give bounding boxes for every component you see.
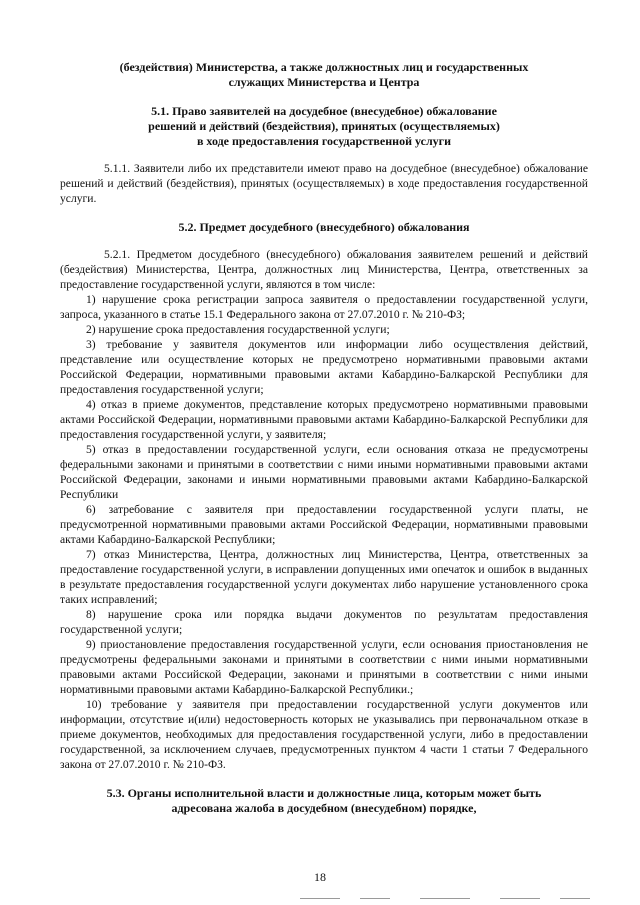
list-item-8: 8) нарушение срока или порядка выдачи документов по результатам предоставления государственной услуги;	[60, 608, 588, 636]
list-item-6: 6) затребование с заявителя при предоставлении государственной услуги платы, не предусмотренной нормативными правовыми актами Российской Федерации, нормативными правовыми актами Кабардино-Балкарской Республики;	[60, 503, 588, 546]
list-item-3: 3) требование у заявителя документов или информации либо осуществления действий, представление или осуществление которых не предусмотрено нормативными правовыми актами Российской Федерации, нормативными правовыми актами Кабардино-Балкарской Республики для предоставления государственной услуги;	[60, 338, 588, 396]
intro-heading-line-2: служащих Министерства и Центра	[228, 75, 420, 89]
list-item-5: 5) отказ в предоставлении государственной услуги, если основания отказа не предусмотрены федеральными законами и принятыми в соответствии с ними иными нормативными правовыми актами Российской Федерации, законами и иными нормативными правовыми актами Кабардино-Балкарской Республики	[60, 443, 588, 501]
page-content	[60, 60, 588, 816]
intro-heading	[60, 60, 588, 90]
scan-artifact-line	[360, 898, 390, 899]
scan-artifact-line	[560, 898, 590, 899]
list-item-10: 10) требование у заявителя при предоставлении государственной услуги документов или информации, отсутствие и(или) недостоверность которых не указывались при первоначальном отказе в приеме документов, необходимых для предоставления государственной услуги, либо в предоставлении государственной, за исключением случаев, предусмотренных пунктом 4 части 1 статьи 7 Федерального закона от 27.07.2010 г. № 210-ФЗ.	[60, 698, 588, 771]
list-item-1: 1) нарушение срока регистрации запроса заявителя о предоставлении государственной услуги, запроса, указанного в статье 15.1 Федерального закона от 27.07.2010 г. № 210-ФЗ;	[60, 293, 588, 321]
section-5-3-heading-line-1: 5.3. Органы исполнительной власти и должностные лица, которым может быть	[106, 786, 542, 800]
list-item-2: 2) нарушение срока предоставления государственной услуги;	[86, 323, 390, 336]
paragraph-5-1-1: 5.1.1. Заявители либо их представители имеют право на досудебное (внесудебное) обжалование решений и действий (бездействия), принятых (осуществляемых) в ходе предоставления государственной услуги.	[60, 162, 588, 205]
section-5-3-heading	[60, 786, 588, 816]
section-5-2-heading: 5.2. Предмет досудебного (внесудебного) обжалования	[178, 220, 470, 234]
list-item-7: 7) отказ Министерства, Центра, должностных лиц Министерства, Центра, ответственных за предоставление государственной услуги, в исправлении допущенных ими опечаток и ошибок в выданных в результате предоставления государственной услуги документах либо нарушение установленного срока таких исправлений;	[60, 548, 588, 606]
paragraph-5-2-1: 5.2.1. Предметом досудебного (внесудебного) обжалования заявителем решений и действий (бездействия) Министерства, Центра, должностных лиц Министерства, Центра, ответственных за предоставление государственной услуги, являются в том числе:	[60, 248, 588, 291]
list-item-4: 4) отказ в приеме документов, представление которых предусмотрено нормативными правовыми актами Российской Федерации, нормативными правовыми актами Кабардино-Балкарской Республики для предоставления государственной услуги, у заявителя;	[60, 398, 588, 441]
section-5-1-heading	[60, 104, 588, 149]
intro-heading-line-1: (бездействия) Министерства, а также должностных лиц и государственных	[119, 60, 529, 74]
section-5-1-heading-line-1: 5.1. Право заявителей на досудебное (внесудебное) обжалование	[151, 104, 497, 118]
scan-artifact-line	[300, 898, 340, 899]
section-5-1-heading-line-3: в ходе предоставления государственной услуги	[196, 134, 452, 148]
scan-artifact-line	[420, 898, 470, 899]
scan-artifact-line	[500, 898, 540, 899]
section-5-3-heading-line-2: адресована жалоба в досудебном (внесудебном) порядке,	[171, 801, 477, 815]
list-item-9: 9) приостановление предоставления государственной услуги, если основания приостановления не предусмотрены федеральными законами и принятыми в соответствии с ними иными нормативными правовыми актами Российской Федерации, законами и принятыми в соответствии с ними иными нормативными правовыми актами Кабардино-Балкарской Республики.;	[60, 638, 588, 696]
page-number: 18	[314, 870, 326, 884]
section-5-1-heading-line-2: решений и действий (бездействия), принятых (осуществляемых)	[148, 119, 500, 133]
